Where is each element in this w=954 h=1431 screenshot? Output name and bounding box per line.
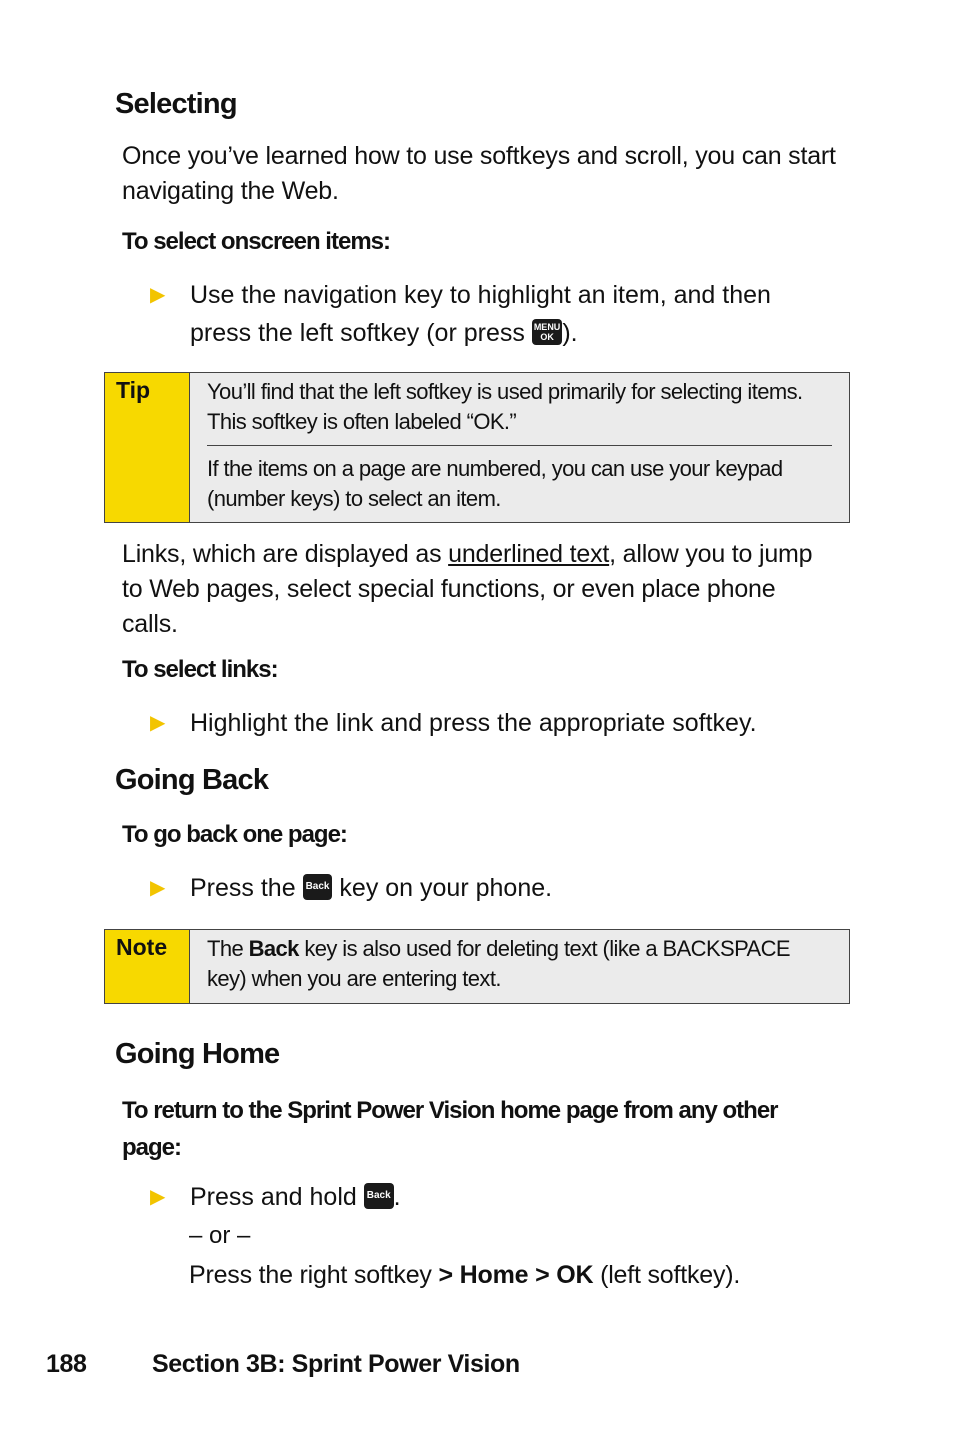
bullet-select-link xyxy=(146,704,846,742)
links-paragraph: Links, which are displayed as underlined text, allow you to jump to Web pages, select special functions, or even place phone calls. xyxy=(122,540,813,638)
bullet-arrow-icon: ▶ xyxy=(150,712,166,734)
back-key-icon: Back xyxy=(364,1183,394,1209)
bullet-press-hold-back xyxy=(146,1178,846,1216)
alt-instruction: Press the right softkey > Home > OK (left softkey). xyxy=(189,1261,741,1289)
tip-paragraph-1: You’ll find that the left softkey is used primarily for selecting items. This softkey is often labeled “OK.” xyxy=(207,379,803,434)
bullet-text: Highlight the link and press the appropriate softkey. xyxy=(190,709,757,737)
section-heading-selecting: Selecting xyxy=(115,88,237,120)
select-items-heading: To select onscreen items: xyxy=(122,228,390,255)
note-label: Note xyxy=(105,930,190,1003)
bullet-text: Press and hold Back . xyxy=(190,1183,401,1211)
bullet-press-back xyxy=(146,869,846,907)
go-back-heading: To go back one page: xyxy=(122,821,347,848)
bullet-arrow-icon: ▶ xyxy=(150,877,166,899)
section-heading-going-back: Going Back xyxy=(115,764,269,796)
back-key-icon: Back xyxy=(303,874,333,900)
select-links-heading: To select links: xyxy=(122,656,278,683)
tip-paragraph-2: If the items on a page are numbered, you can use your keypad (number keys) to select an item. xyxy=(207,456,783,511)
menu-ok-key-icon: MENU OK xyxy=(532,319,563,345)
bullet-text: Use the navigation key to highlight an item, and then press the left softkey (or press MENU OK ). xyxy=(190,281,771,347)
tip-box xyxy=(104,372,850,523)
back-key-name: Back xyxy=(248,936,299,961)
note-box xyxy=(104,929,850,1004)
go-home-heading: To return to the Sprint Power Vision home page from any other page: xyxy=(122,1097,778,1161)
note-content: The Back key is also used for deleting text (like a BACKSPACE key) when you are entering text. xyxy=(207,936,790,991)
tip-label: Tip xyxy=(105,373,190,522)
bullet-select-item xyxy=(146,276,826,352)
page-number: 188 xyxy=(46,1350,87,1378)
underlined-text-sample: underlined text xyxy=(448,540,610,568)
selecting-intro: Once you’ve learned how to use softkeys and scroll, you can start navigating the Web. xyxy=(122,142,836,205)
bullet-arrow-icon: ▶ xyxy=(150,1186,166,1208)
home-menu-option: Home xyxy=(459,1261,529,1289)
footer-section-title: Section 3B: Sprint Power Vision xyxy=(152,1350,520,1378)
tip-divider xyxy=(207,445,832,446)
or-separator: – or – xyxy=(189,1222,251,1249)
section-heading-going-home: Going Home xyxy=(115,1038,280,1070)
ok-menu-option: OK xyxy=(556,1261,594,1289)
bullet-arrow-icon: ▶ xyxy=(150,284,166,306)
tip-content xyxy=(190,373,849,522)
bullet-text: Press the Back key on your phone. xyxy=(190,874,553,902)
